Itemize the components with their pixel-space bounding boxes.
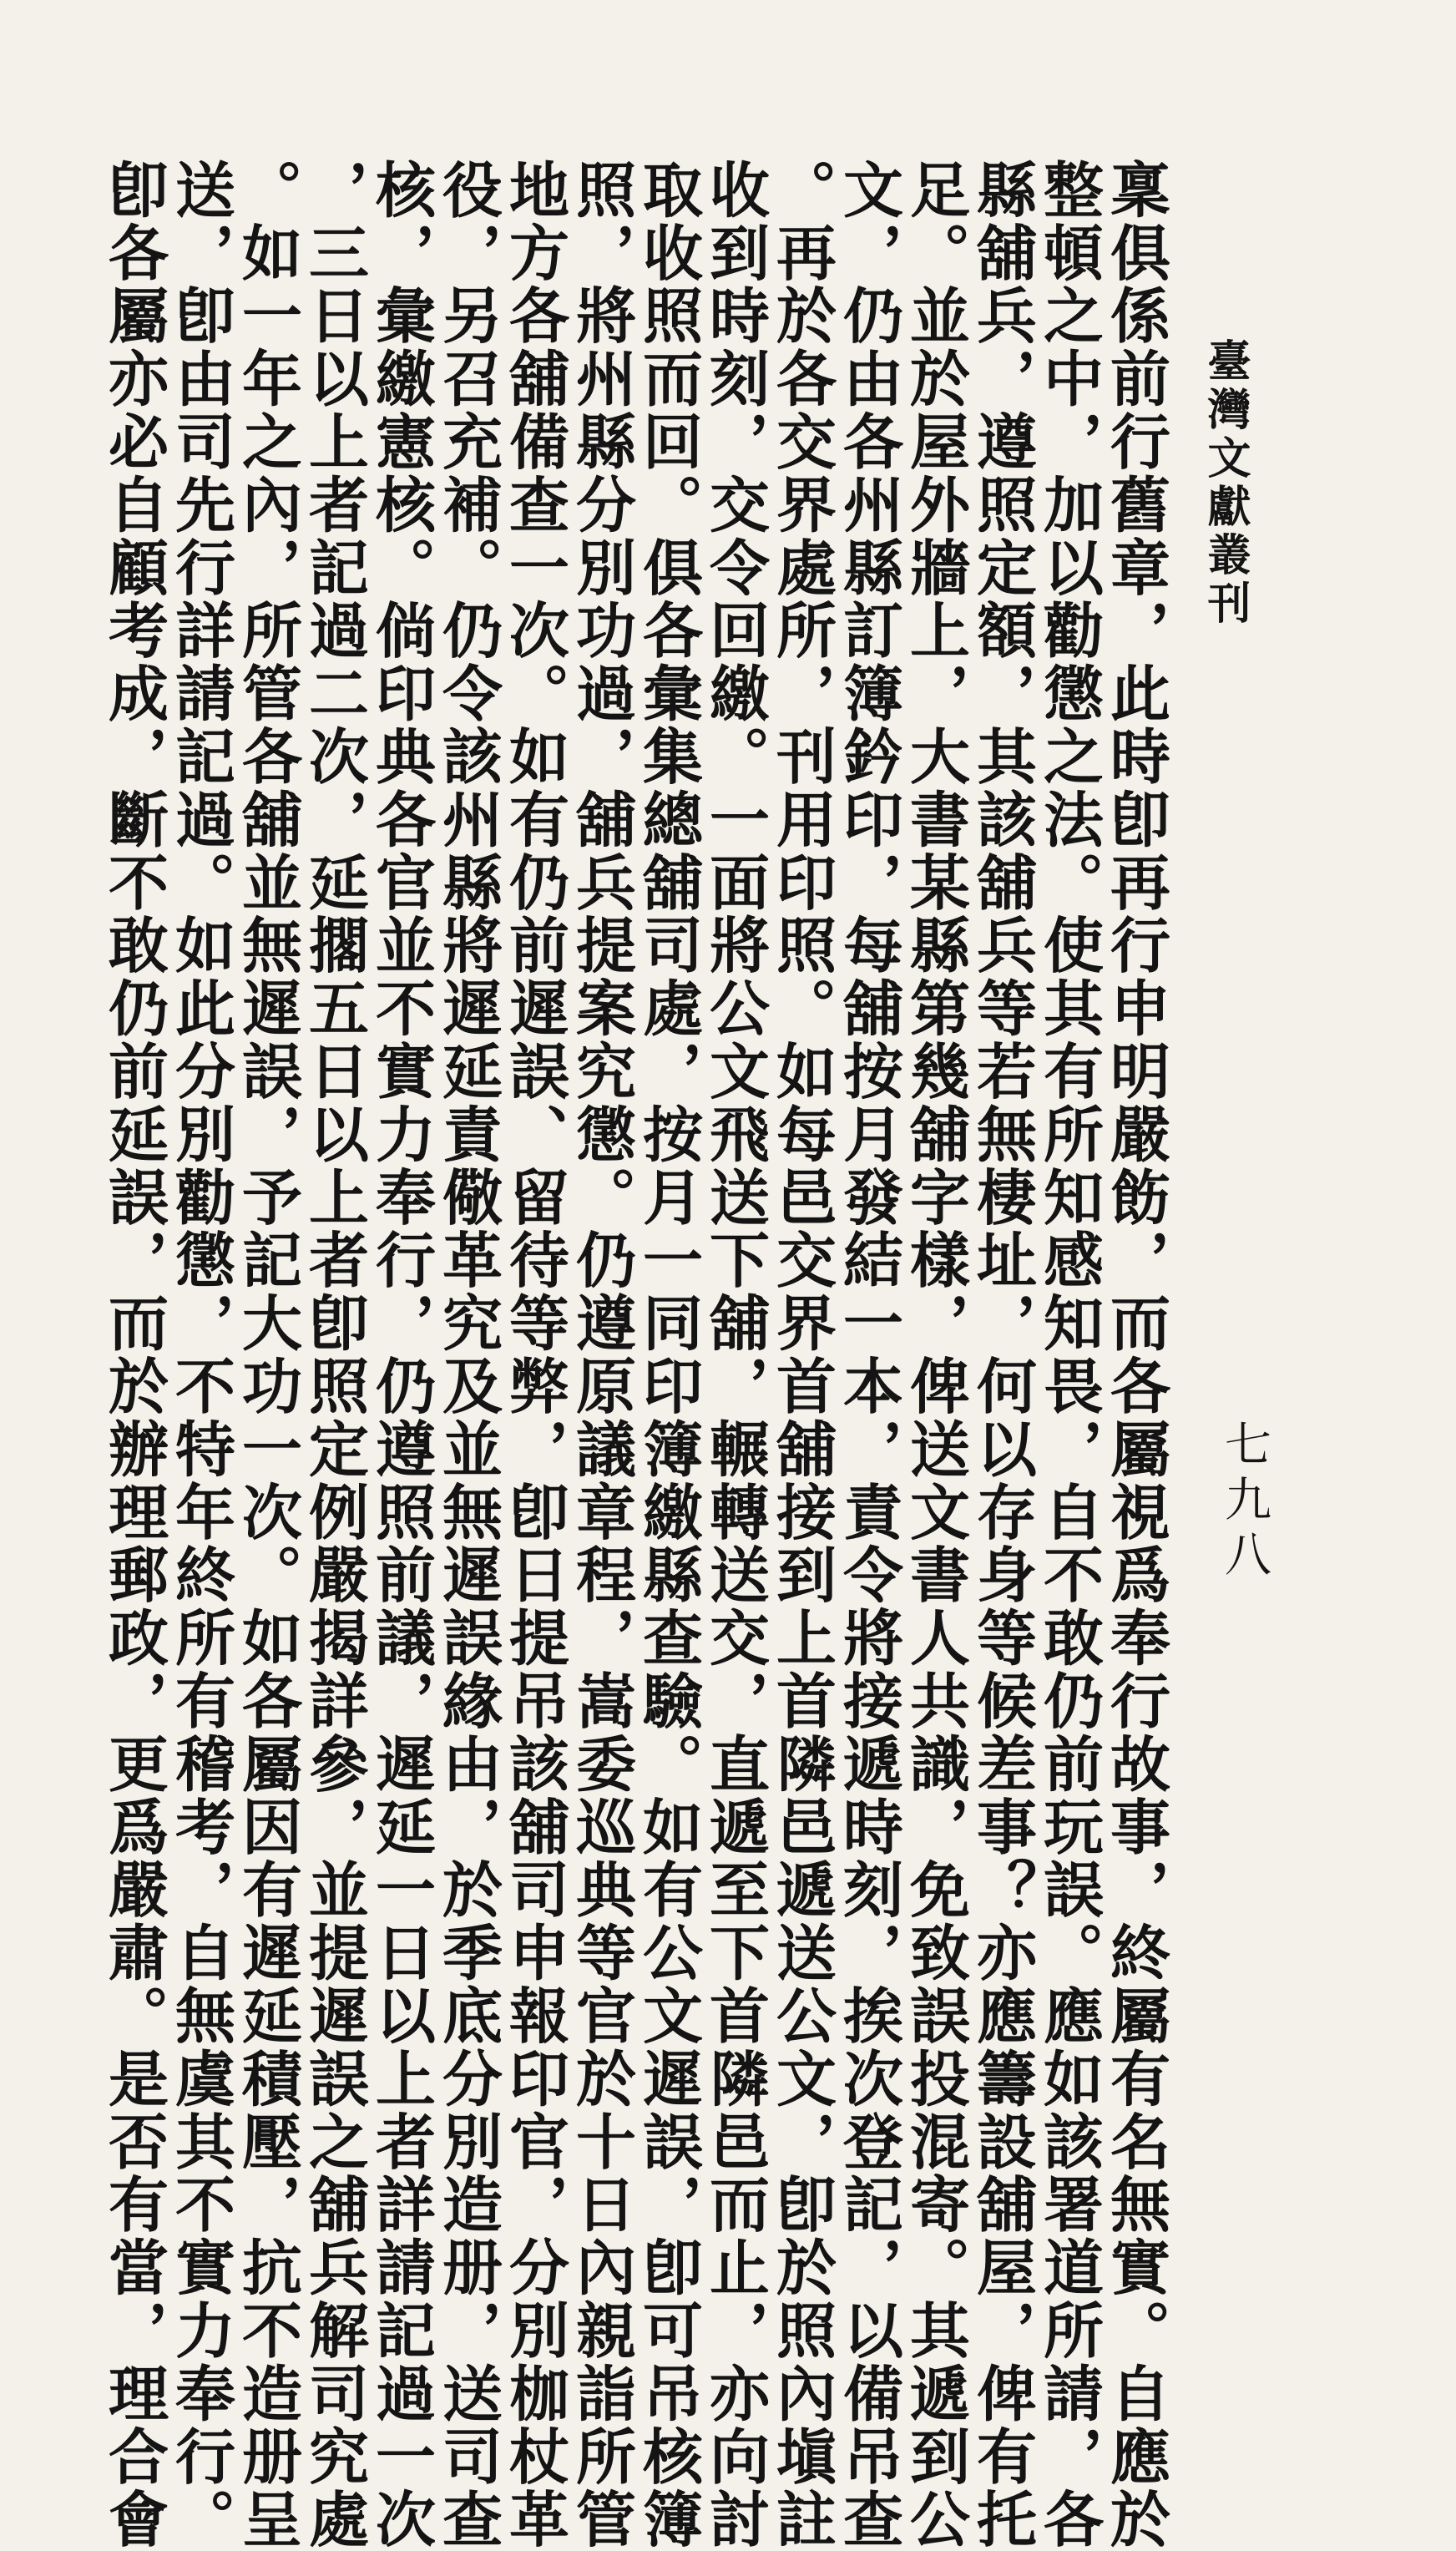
text-column: 取收照而回。俱各彙集總舖司處，按月一同印簿繳縣查驗。如有公文遲誤，卽可吊核簿 [633,159,704,2551]
text-column: 。如一年之內，所管各舖並無遲誤，予記大功一次。如各屬因有遲延積壓，抗不造册呈 [232,159,303,2551]
text-column: 稟俱係前行舊章，此時卽再行申明嚴飭，而各屬視爲奉行故事，終屬有名無實。自應於 [1100,159,1171,2551]
text-column: 送，卽由司先行詳請記過。如此分別勸懲，不特年終所有稽考，自無虞其不實力奉行。 [165,159,236,2551]
text-column: 核，彙繳憲核。倘印典各官並不實力奉行，仍遵照前議，遲延一日以上者詳請記過一次 [366,159,437,2551]
body-text [99,159,1171,2551]
text-column: 。再於各交界處所，刊用印照。如每邑交界首舖接到上首隣邑遞送公文，卽於照內塡註 [766,159,837,2551]
text-column: 地方各舖備查一次。如有仍前遲誤、留待等弊，卽日提吊該舖司申報印官，分別枷杖革 [499,159,570,2551]
text-column: 收到時刻，交令回繳。一面將公文飛送下舖，輾轉送交，直遞至下首隣邑而止，亦向討 [700,159,771,2551]
text-column: ，三日以上者記過二次，延擱五日以上者卽照定例嚴揭詳參，並提遲誤之舖兵解司究處 [299,159,370,2551]
text-column: 整頓之中，加以勸懲之法。使其有所知感知畏，自不敢仍前玩誤。應如該署道所請，各 [1034,159,1105,2551]
text-column: 役，另召充補。仍令該州縣將遲延責儆革究及並無遲誤緣由，於季底分別造册，送司查 [432,159,503,2551]
page-number: 七九八 [1217,1420,1271,1585]
text-column: 縣舖兵，遵照定額，其該舖兵等若無棲址，何以存身等候差事？亦應籌設舖屋，俾有托 [967,159,1038,2551]
text-column: 卽各屬亦必自顧考成，斷不敢仍前延誤，而於辦理郵政，更爲嚴肅。是否有當，理合會 [99,159,169,2551]
text-column: 足。並於屋外牆上，大書某縣第幾舖字樣，俾送文書人共識，免致誤投混寄。其遞到公 [900,159,971,2551]
text-column: 照，將州縣分別功過，舖兵提案究懲。仍遵原議章程，嵩委巡典等官於十日內親詣所管 [566,159,637,2551]
series-title: 臺灣文獻叢刊 [1200,338,1251,629]
text-column: 文，仍由各州縣訂簿鈐印，每舖按月發結一本，責令將接遞時刻，挨次登記，以備吊查 [833,159,904,2551]
